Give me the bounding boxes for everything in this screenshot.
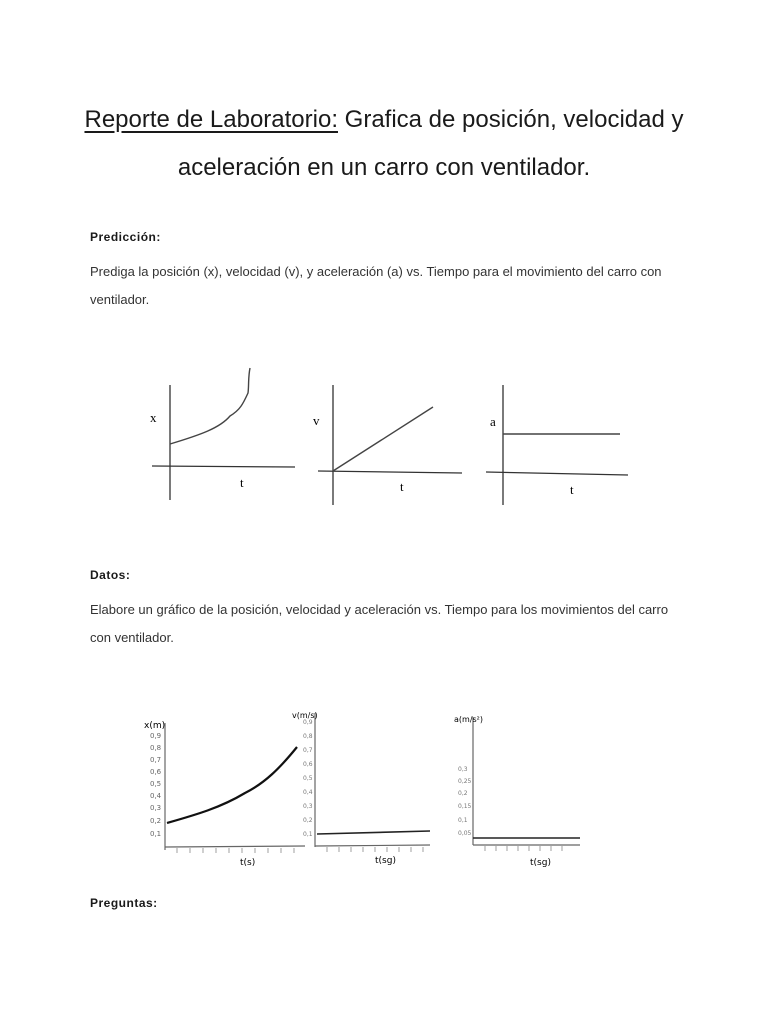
graph-ylabel: x — [150, 410, 157, 425]
graph-xlabel: t — [570, 482, 574, 497]
y-tick: 0,7 — [150, 756, 162, 764]
x-axis — [165, 846, 305, 847]
x-axis — [318, 471, 462, 473]
y-tick: 0,5 — [150, 780, 162, 788]
y-tick: 0,6 — [150, 768, 162, 776]
graph-xlabel: t(s) — [240, 858, 256, 868]
data-heading: Datos: — [90, 568, 131, 582]
y-tick: 0,4 — [303, 789, 313, 796]
velocity-line — [333, 407, 433, 471]
prediction-graph-acceleration — [486, 385, 628, 505]
graph-xlabel: t — [400, 479, 404, 494]
y-tick: 0,1 — [150, 830, 162, 838]
y-tick: 0,2 — [303, 817, 313, 824]
x-axis — [486, 472, 628, 475]
y-tick: 0,25 — [458, 778, 472, 785]
y-tick: 0,3 — [150, 804, 162, 812]
y-tick: 0,6 — [303, 761, 313, 768]
y-tick: 0,7 — [303, 747, 313, 754]
y-tick: 0,15 — [458, 803, 472, 810]
y-tick: 0,2 — [150, 817, 162, 825]
prediction-text: Prediga la posición (x), velocidad (v), y aceleración (a) vs. Tiempo para el movimiento del carro con ventilador. — [90, 264, 662, 307]
y-tick: 0,8 — [303, 733, 313, 740]
document-title — [40, 96, 728, 192]
data-graph-position — [144, 721, 305, 868]
questions-heading: Preguntas: — [90, 896, 158, 910]
prediction-graph-position — [150, 368, 295, 500]
velocity-line — [317, 831, 430, 834]
data-figure — [140, 695, 610, 875]
x-axis — [152, 466, 295, 467]
y-tick: 0,3 — [458, 766, 468, 773]
x-tick-marks — [327, 847, 423, 852]
position-curve — [167, 747, 297, 823]
y-tick: 0,1 — [303, 831, 313, 838]
x-tick-marks — [485, 846, 562, 851]
y-tick: 0,1 — [458, 817, 468, 824]
y-tick: 0,5 — [303, 775, 313, 782]
graph-ylabel: v — [313, 413, 320, 428]
graph-ylabel: a(m/s²) — [454, 715, 484, 724]
prediction-figure — [140, 355, 660, 520]
graph-xlabel: t — [240, 475, 244, 490]
graph-ylabel: v(m/s) — [292, 711, 318, 720]
data-graph-acceleration — [454, 715, 580, 868]
y-tick: 0,9 — [303, 719, 313, 726]
data-graph-velocity — [292, 711, 430, 866]
y-tick-labels — [458, 766, 472, 837]
prediction-heading: Predicción: — [90, 230, 161, 244]
position-curve — [170, 368, 250, 444]
y-tick: 0,4 — [150, 792, 162, 800]
y-tick-labels — [303, 719, 313, 838]
y-tick: 0,9 — [150, 732, 162, 740]
graph-ylabel: x(m) — [144, 721, 166, 731]
graph-xlabel: t(sg) — [375, 856, 396, 866]
y-tick: 0,05 — [458, 830, 472, 837]
y-tick: 0,3 — [303, 803, 313, 810]
y-tick: 0,2 — [458, 790, 468, 797]
graph-xlabel: t(sg) — [530, 858, 551, 868]
x-tick-marks — [177, 848, 294, 853]
title-rest: Grafica de posición, velocidad y aceleración en un carro con ventilador. — [177, 106, 684, 181]
x-axis — [315, 845, 430, 846]
prediction-graph-velocity — [313, 385, 462, 505]
title-underlined: Reporte de Laboratorio: — [84, 106, 338, 133]
y-tick: 0,8 — [150, 744, 162, 752]
data-text: Elabore un gráfico de la posición, velocidad y aceleración vs. Tiempo para los movimientos del carro con ventilador. — [90, 602, 669, 645]
y-tick-labels — [150, 732, 162, 838]
graph-ylabel: a — [490, 414, 496, 429]
